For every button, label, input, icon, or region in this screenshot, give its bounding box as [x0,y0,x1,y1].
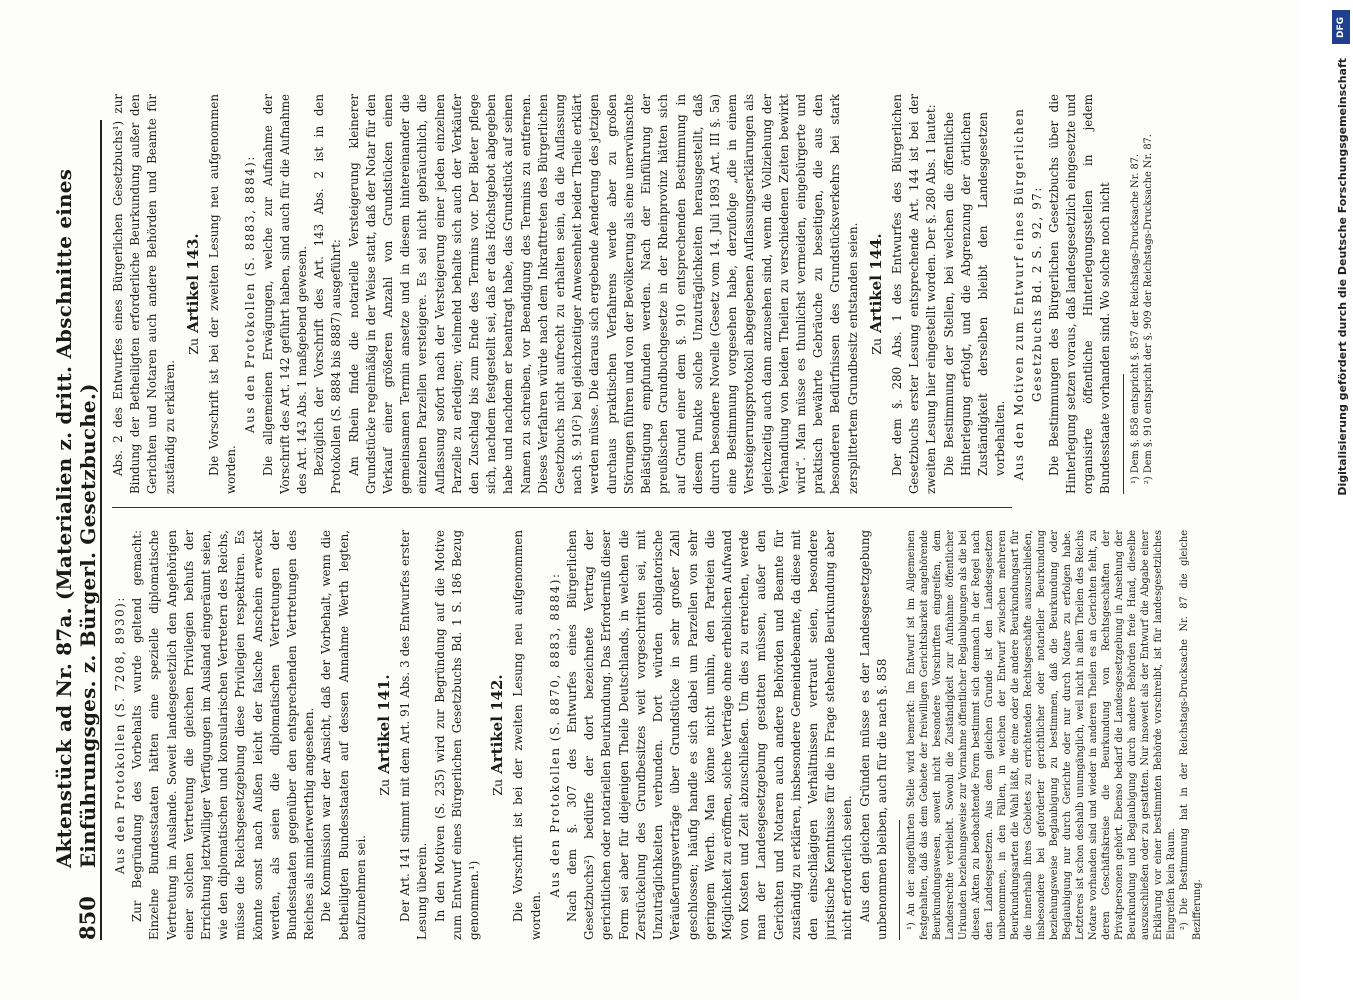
paragraph: Der Art. 141 stimmt mit dem Art. 91 Abs. 3 des Entwurfes erster Lesung überein. [398,530,430,940]
paragraph: Die Vorschrift ist bei der zweiten Lesung neu aufgenommen worden. [511,530,543,940]
footnote: ¹) An der angeführten Stelle wird bemerkt: Im Entwurf ist im Allgemeinen festgehalten, daß das dem Gebiete der freiwilligen Gerichtsbarkeit angehörende Beurkundungswesen, soweit nicht besondere Vorschriften eingreifen, dem Landesrechte verbleibt. Sowohl die Zuständigkeit zur Aufnahme öffentlicher Urkunden beziehungsweise zur Vornahme öffentlicher Beglaubigungen als die bei diesen Akten zu beobachtende Form bestimmt sich demnach in der Regel nach den Landesgesetzen. Aus dem gleichen Grunde ist den Landesgesetzen unbenommen, in den Fällen, in welchen der Entwurf zwischen mehreren Beurkundungsarten die Wahl läßt, die eine oder die andere Beurkundungsart für die innerhalb ihres Gebietes zu errichtenden Rechtsgeschäfte auszuschließen, insbesondere bei geforderter gerichtlicher oder notarieller Beurkundung beziehungsweise Beglaubigung zu bestimmen, daß die Beurkundung oder Beglaubigung nur durch Gerichte oder nur durch Notare zu erfolgen habe. Letzteres ist schon deshalb unumgänglich, weil nicht in allen Theilen des Reichs Notare vorhanden sind und wieder in anderen Theilen es an Gerichten fehlt, zu deren Geschäftskreise die Beurkundung von Rechtsgeschäften der Privatpersonen gehört. Ebenso bedarf die Landesgesetzgebung in Ansehung der Beurkundung und Beglaubigung durch andere Behörden freie Hand, dieselbe auszuschließen oder zu gestatten. Nur insoweit als der Entwurf die Abgabe einer Erklärung vor einer bestimmten Behörde vorschreibt, ist für landesgesetzliches Eingreifen kein Raum. [905,530,1177,940]
paragraph: Nach dem §. 307 des Entwurfes eines Bürgerlichen Gesetzbuchs²) bedürfe der dort bezeichnete Vertrag der gerichtlichen oder notariellen Beurkundung. Das Erforderniß dieser Form sei aber für diejenigen Theile Deutschlands, in welchen die Zerstückelung des Grundbesitzes weit vorgeschritten sei, mit Unzuträglichkeiten verbunden. Dort würden obligatorische Veräußerungsverträge über Grundstücke in sehr großer Zahl geschlossen; häufig handle es sich dabei um Parzellen von sehr geringem Werth. Man könne nicht umhin, den Parteien die Möglichkeit zu eröffnen, solche Verträge ohne erheblichen Aufwand von Kosten und Zeit abzuschließen. Um dies zu erreichen, werde man der Landesgesetzgebung gestatten müssen, außer den Gerichten und Notaren auch andere Behörden und Beamte für zuständig zu erklären, insbesondere Gemeindebeamte, da diese mit den einschlägigen Verhältnissen vertraut seien, besondere juristische Kenntnisse für die in Frage stehende Beurkundung aber nicht erforderlich seien. [565,530,855,940]
page-header [52,120,102,940]
paragraph: Die Bestimmungen des Bürgerlichen Gesetzbuchs über die Hinterlegung setzen voraus, daß landesgesetzlich eingesetzte und organisirte öffentliche Hinterlegungsstellen in jedem Bundesstaate vorhanden sind. Wo solche noch nicht [1046,94,1113,494]
column-divider [112,507,1012,508]
article-heading-142: ZuArtikel 142. [488,674,507,796]
source-heading: Aus den Motiven zum Entwurf eines Bürgerlichen Gesetzbuchs Bd. 2 S. 92, 97: [1012,107,1044,481]
footnote-rule [899,820,900,940]
source-heading: Aus den Protokollen (S. 8870, 8883, 8884): [547,572,562,898]
article-heading-144: ZuArtikel 144. [866,233,885,355]
article-heading-143: ZuArtikel 143. [183,233,202,355]
paragraph: Bezüglich der Vorschrift des Art. 143 Abs. 2 ist in den Protokollen (S. 8884 bis 8887) ausgeführt: [312,94,344,494]
paragraph: In den Motiven (S. 235) wird zur Begründung auf die Motive zum Entwurf eines Bürgerlichen Gesetzbuchs Bd. 1 S. 186 Bezug genommen.¹) [432,530,482,940]
footnote: ²) Dem §. 910 entspricht der §. 909 der Reichstags-Drucksache Nr. 87. [1142,134,1154,484]
quoted-provision: Die Bestimmung der Stellen, bei welchen die öffentliche Hinterlegung erfolgt, und die Abgrenzung der örtlichen Zuständigkeit derselben bleibt den Landesgesetzen vorbehalten. [941,112,1008,476]
paragraph: Der dem §. 280 Abs. 1 des Entwurfes des Bürgerlichen Gesetzbuchs erster Lesung entsprechende Art. 144 ist bei der zweiten Lesung hier eingestellt worden. Der §. 280 Abs. 1 lautet: [889,94,939,494]
paragraph: Zur Begründung des Vorbehalts wurde geltend gemacht: Einzelne Bundesstaaten hätten eine spezielle diplomatische Vertretung im Auslande. Soweit landesgesetzlich den Angehörigen einer solchen Vertretung die gleichen Privilegien behufs der Errichtung letztwilliger Verfügungen im Ausland eingeräumt seien, wie den diplomatischen und konsularischen Vertretern des Reichs, müsse die Reichsgesetzgebung diese Privilegien respektiren. Es könnte sonst nach Außen leicht der falsche Anschein erweckt werden, als seien die diplomatischen Vertretungen der Bundesstaaten gegenüber den entsprechenden Vertretungen des Reiches als minderwerthig angesehen. [130,530,317,940]
footnote: ²) Die Bestimmung hat in der Reichstags-Drucksache Nr. 87 die gleiche Bezifferung. [1178,530,1203,940]
left-column [110,530,1240,940]
paragraph: Aus den gleichen Gründen müsse es der Landesgesetzgebung unbenommen bleiben, auch für die nach §. 858 [857,530,889,940]
paragraph: Abs. 2 des Entwurfes eines Bürgerlichen Gesetzbuchs¹) zur Bindung der Betheiligten erforderliche Beurkundung außer den Gerichten und Notaren auch andere Behörden und Beamte für zuständig zu erklären. [111,94,177,494]
dfg-logo: DFG [1332,10,1350,44]
source-heading: Aus den Protokollen (S. 7208, 8930): [113,596,127,874]
paragraph: Die Kommission war der Ansicht, daß der Vorbehalt, wenn die betheiligten Bundesstaaten auf dessen Annahme Werth legten, aufzunehmen sei. [319,530,368,940]
footnote: ¹) Dem §. 858 entspricht §. 857 der Reichstags-Drucksache Nr. 87. [1129,153,1141,484]
paragraph: Die allgemeinen Erwägungen, welche zur Aufnahme der Vorschrift des Art. 142 geführt haben, sind auch für die Aufnahme des Art. 143 Abs. 1 maßgebend gewesen. [260,94,310,494]
paragraph: Die Vorschrift ist bei der zweiten Lesung neu aufgenommen worden. [207,94,239,494]
source-heading: Aus den Protokollen (S. 8883, 8884): [243,155,258,433]
right-column [110,94,1240,494]
digitization-credit: Digitalisierung gefördert durch die Deutsche Forschungsgemeinschaft [1336,58,1349,496]
article-heading-141: ZuArtikel 141. [375,674,394,796]
footnote-rule [1123,374,1124,494]
page-number: 850 [75,896,100,940]
running-title: Aktenstück ad Nr. 87a. (Materialien z. dritt. Abschnitte eines Einführungsges. z. Bürgerl. Gesetzbuche.) [52,168,100,869]
paragraph: Am Rhein finde die notarielle Versteigerung kleinerer Grundstücke regelmäßig in der Weise statt, daß der Notar für den Verkauf einer größeren Anzahl von Grundstücken einen gemeinsamen Termin ansetze und in diesem hintereinander die einzelnen Parzellen versteigere. Es sei nicht gebräuchlich, die Auflassung sofort nach der Versteigerung einer jeden einzelnen Parzelle zu erledigen; vielmehd behalte sich auch der Verkäufer den Zuschlag bis zum Ende des Termins vor. Der Bieter pflege sich, nachdem festgestellt sei, daß er das Höchstgebot abgegeben habe und nachdem er beantragt habe, das Grundstück auf seinen Namen zu schreiben, vor Beendigung des Termins zu entfernen. Dieses Verfahren würde nach dem Inkrafttreten des Bürgerlichen Gesetzbuchs nicht aufrecht zu erhalten sein, da die Auflassung nach §. 910²) bei gleichzeitiger Anwesenheit beider Theile erklärt werden müsse. Die daraus sich ergebende Aenderung des jetzigen durchaus praktischen Verfahrens werde aber zu großen Störungen führen und von der Bevölkerung als eine unerwünschte Belästigung empfunden werden. Nach der Einführung der preußischen Grundbuchgesetze in der Rheinprovinz hätten sich auf Grund einer dem §. 910 entsprechenden Bestimmung in diesem Punkte solche Unzuträglichkeiten herausgestellt, daß durch besondere Novelle (Gesetz vom 14. Juli 1893 Art. III §. 5a) eine Bestimmung vorgesehen habe, derzufolge „die in einem Versteigerungsprotokoll abgegebenen Auflassungserklärungen als gleichzeitig auch dann anzusehen sind, wenn die Vollziehung der Verhandlung von beiden Theilen zu verschiedenen Zeiten bewirkt wird“. Man müsse es thunlichst vermeiden, eingebürgerte und praktisch bewährte Gebräuche zu beseitigen, die aus den besonderen Bedürfnissen des Grundstücksverkehrs bei stark zersplittertem Grundbesitz entstanden seien. [346,94,860,494]
